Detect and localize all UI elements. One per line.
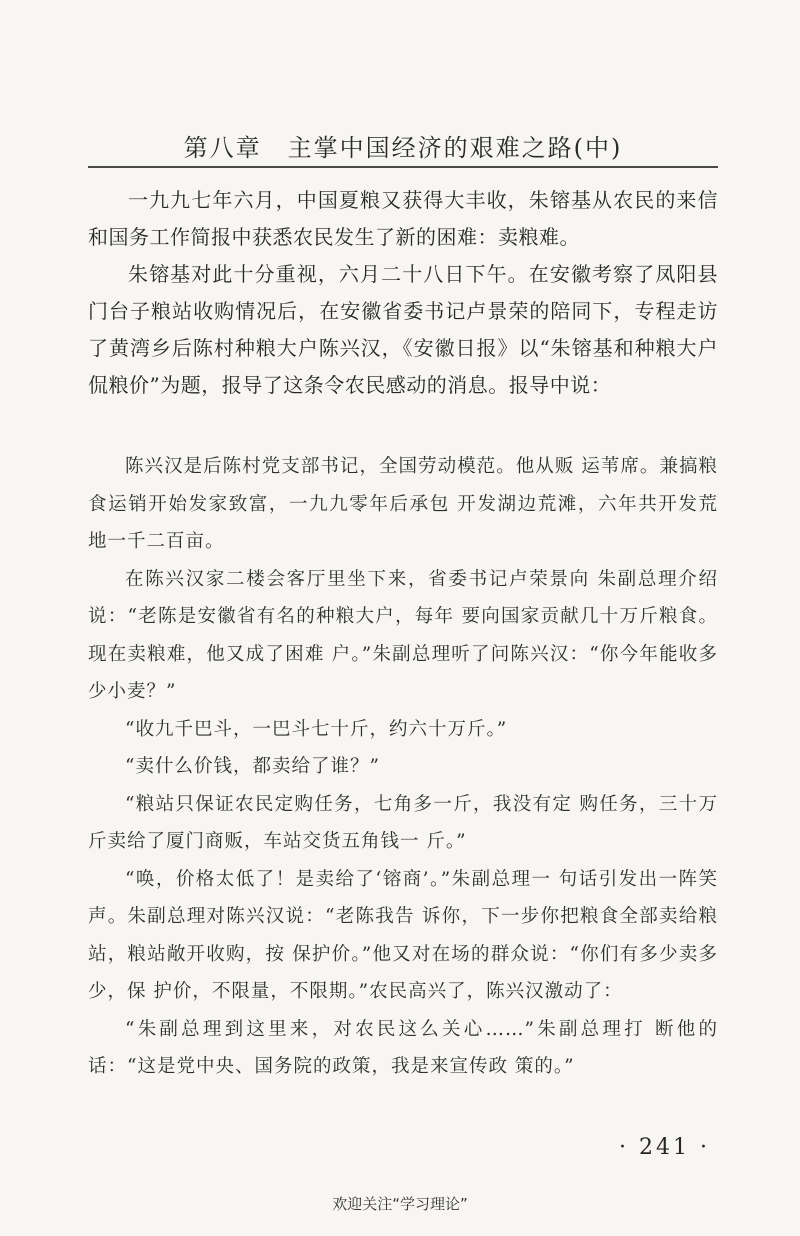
quote-paragraph-2: 在陈兴汉家二楼会客厅里坐下来，省委书记卢荣景向 朱副总理介绍说：“老陈是安徽省有名的种粮大户，每年 要向国家贡献几十万斤粮食。现在卖粮难，他又成了困难 户。”朱副总理听了问陈兴汉：“你今年能收多少小麦？” — [88, 568, 718, 702]
quote-paragraph-4: “卖什么价钱，都卖给了谁？” — [125, 756, 380, 777]
header-divider — [88, 166, 718, 168]
quote-paragraph-1: 陈兴汉是后陈村党支部书记，全国劳动模范。他从贩 运苇席。兼搞粮食运销开始发家致富，一九九零年后承包 开发湖边荒滩，六年共开发荒地一千二百亩。 — [88, 456, 718, 552]
quote-paragraph-6: “唤，价格太低了！是卖给了‘镕商’。”朱副总理一 句话引发出一阵笑声。朱副总理对陈兴汉说：“老陈我告 诉你，下一步你把粮食全部卖给粮站，粮站敞开收购，按 保护价。”他又对在场的群众说：“你们有多少卖多少，保 护价，不限量，不限期。”农民高兴了，陈兴汉激动了： — [88, 868, 718, 1002]
page-number: · 241 · — [619, 1135, 710, 1160]
paragraph-2: 朱镕基对此十分重视，六月二十八日下午。在安徽考察了凤阳县门台子粮站收购情况后，在安徽省委书记卢景荣的陪同下，专程走访了黄湾乡后陈村种粮大户陈兴汉，《安徽日报》以“朱镕基和种粮大户侃粮价”为题，报导了这条令农民感动的消息。报导中说： — [88, 262, 718, 397]
footer-note: 欢迎关注“学习理论” — [332, 1195, 468, 1213]
quote-paragraph-3: “收九千巴斗，一巴斗七十斤，约六十万斤。” — [125, 718, 508, 740]
paragraph-1: 一九九七年六月，中国夏粮又获得大丰收，朱镕基从农民的来信和国务工作简报中获悉农民发生了新的困难：卖粮难。 — [88, 188, 718, 249]
main-text — [88, 182, 718, 404]
quote-paragraph-5: “粮站只保证农民定购任务，七角多一斤，我没有定 购任务，三十万斤卖给了厦门商贩，车站交货五角钱一 斤。” — [88, 793, 718, 852]
quote-paragraph-7: “朱副总理到这里来，对农民这么关心……”朱副总理打 断他的话：“这是党中央、国务院的政策，我是来宣传政 策的。” — [88, 1018, 718, 1077]
chapter-running-head: 第八章 主掌中国经济的艰难之路(中) — [183, 134, 623, 162]
quoted-report — [88, 448, 718, 1086]
